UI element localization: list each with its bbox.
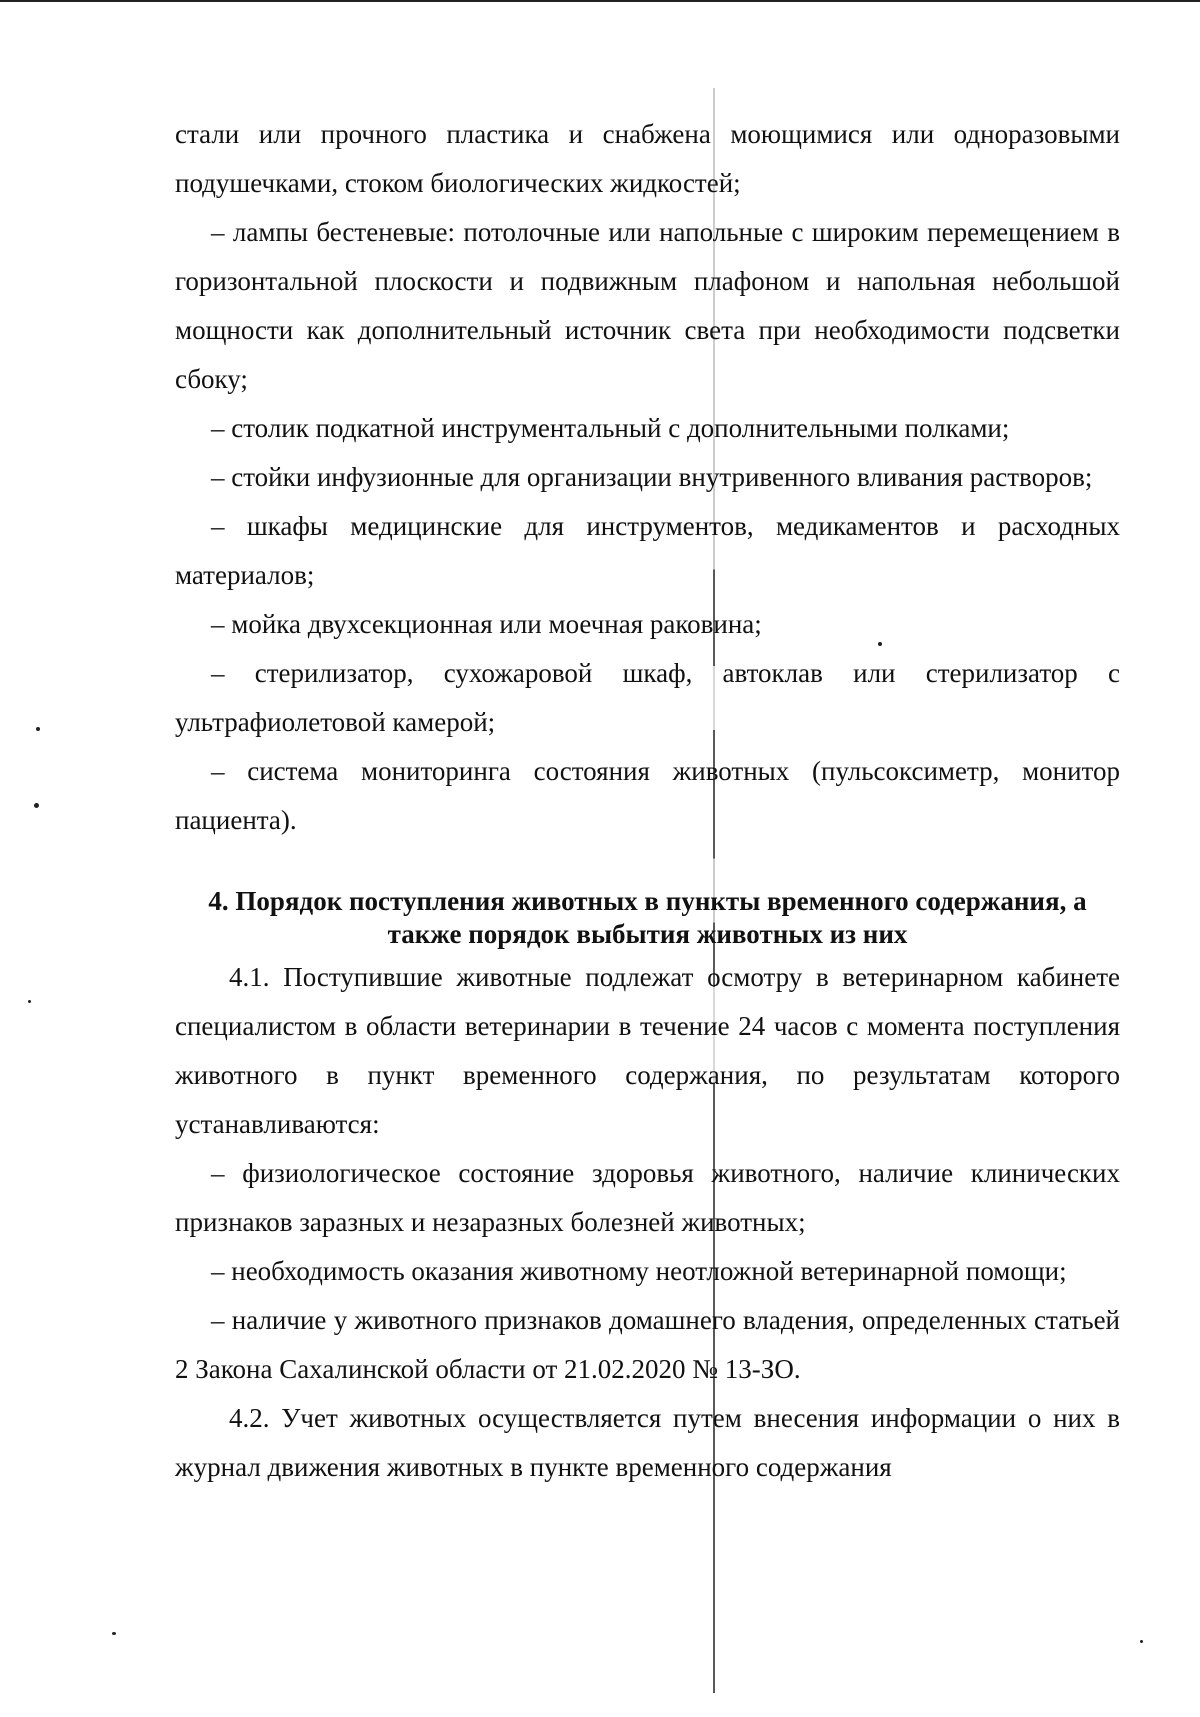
list-item-health-state: – физиологическое состояние здоровья животного, наличие клинических признаков заразных и незаразных болезней животных;: [175, 1158, 1120, 1237]
list-item-instrument-table: – столик подкатной инструментальный с дополнительными полками;: [211, 413, 1010, 443]
section-heading: 4. Порядок поступления животных в пункты временного содержания, а также порядок выбытия животных из них: [208, 886, 1087, 949]
scan-speck: [112, 1632, 116, 1635]
list-item-lamps: – лампы бестеневые: потолочные или напольные с широким перемещением в горизонтальной плоскости и подвижным плафоном и напольная небольшой мощности как дополнительный источник света при необходимости подсветки сбоку;: [175, 217, 1120, 394]
scan-speck: [1140, 1640, 1143, 1643]
scan-top-edge: [0, 0, 1200, 2]
paragraph-4-2: 4.2. Учет животных осуществляется путем внесения информации о них в журнал движения животных в пункте временного содержания: [175, 1403, 1120, 1482]
list-item-sink: – мойка двухсекционная или моечная раковина;: [211, 609, 762, 639]
scan-speck: [878, 642, 882, 646]
scan-speck: [34, 803, 39, 808]
list-item-infusion-stands: – стойки инфузионные для организации внутривенного вливания растворов;: [211, 462, 1093, 492]
scan-speck: [36, 727, 40, 731]
page-content: [175, 110, 1120, 1492]
list-item-ownership-signs: – наличие у животного признаков домашнего владения, определенных статьей 2 Закона Сахалинской области от 21.02.2020 № 13-ЗО.: [175, 1305, 1120, 1384]
list-item-sterilizer: – стерилизатор, сухожаровой шкаф, автоклав или стерилизатор с ультрафиолетовой камерой;: [175, 658, 1120, 737]
scan-speck: [28, 1000, 31, 1003]
paragraph-4-1: 4.1. Поступившие животные подлежат осмотру в ветеринарном кабинете специалистом в области ветеринарии в течение 24 часов с момента поступления животного в пункт временного содержания, по результатам которого устанавливаются:: [175, 962, 1120, 1139]
list-item-monitoring: – система мониторинга состояния животных (пульсоксиметр, монитор пациента).: [175, 756, 1120, 835]
list-item-medical-cabinets: – шкафы медицинские для инструментов, медикаментов и расходных материалов;: [175, 511, 1120, 590]
list-item-urgent-care: – необходимость оказания животному неотложной ветеринарной помощи;: [211, 1256, 1067, 1286]
paragraph-continuation: стали или прочного пластика и снабжена моющимися или одноразовыми подушечками, стоком биологических жидкостей;: [175, 119, 1120, 198]
